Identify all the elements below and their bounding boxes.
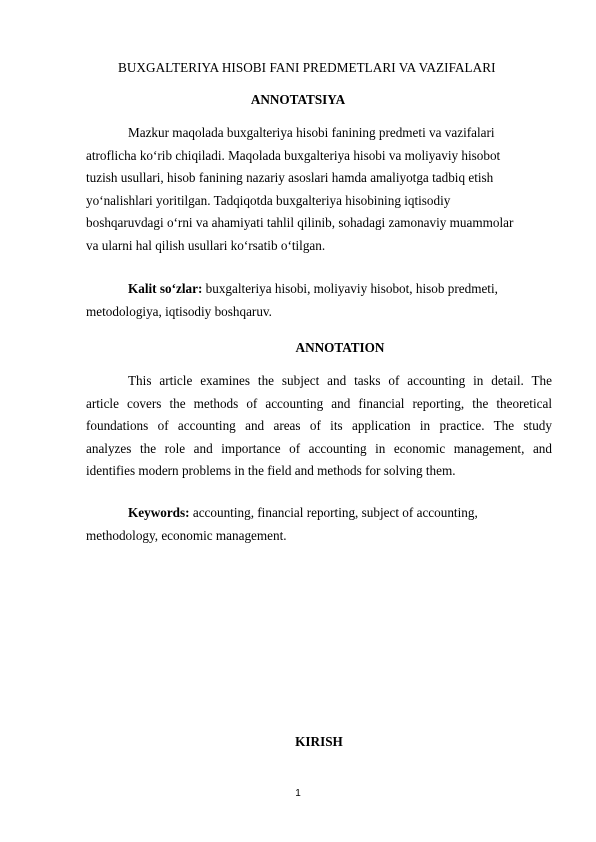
kalit-sozlar-text: buxgalteriya hisobi, moliyaviy hisobot, hisob predmeti,: [202, 281, 498, 296]
keywords-line: [86, 502, 552, 525]
annotatsiya-line: atroflicha koʻrib chiqiladi. Maqolada buxgalteriya hisobi va moliyaviy hisobot: [86, 147, 501, 163]
annotatsiya-line: Mazkur maqolada buxgalteriya hisobi fanining predmeti va vazifalari: [128, 125, 495, 140]
keywords-label: Keywords:: [128, 505, 190, 520]
keywords-text: accounting, financial reporting, subject of accounting,: [189, 505, 478, 520]
kirish-heading: KIRISH: [295, 734, 343, 749]
annotation-line: article covers the methods of accounting and financial reporting, the theoretical: [86, 395, 552, 411]
annotatsiya-line: yoʻnalishlari yoritilgan. Tadqiqotda buxgalteriya hisobining iqtisodiy: [86, 192, 451, 208]
page-number: 1: [295, 788, 301, 799]
kalit-sozlar-label: Kalit soʻzlar:: [128, 281, 203, 296]
annotation-line: identifies modern problems in the field and methods for solving them.: [86, 463, 456, 478]
annotatsiya-line: tuzish usullari, hisob fanining nazariy asoslari hamda amaliyotga tadbiq etish: [86, 170, 494, 185]
annotation-paragraph: [86, 370, 552, 483]
kalit-sozlar-line: metodologiya, iqtisodiy boshqaruv.: [86, 303, 272, 319]
keywords-paragraph: [86, 502, 552, 547]
annotation-line: foundations of accounting and areas of its application in practice. The study: [86, 418, 552, 433]
kalit-sozlar-paragraph: [86, 278, 552, 323]
keywords-line: methodology, economic management.: [86, 527, 287, 543]
annotatsiya-heading: ANNOTATSIYA: [250, 92, 346, 107]
annotation-line: This article examines the subject and tasks of accounting in detail. The: [128, 373, 552, 388]
document-title: BUXGALTERIYA HISOBI FANI PREDMETLARI VA VAZIFALARI: [118, 60, 496, 75]
kalit-sozlar-line: [86, 278, 552, 301]
annotatsiya-line: va ularni hal qilish usullari koʻrsatib oʻtilgan.: [86, 237, 326, 253]
annotation-line: analyzes the role and importance of accounting in economic management, and: [86, 440, 552, 456]
annotatsiya-paragraph: [86, 122, 552, 257]
annotation-heading: ANNOTATION: [295, 340, 385, 355]
annotatsiya-line: boshqaruvdagi oʻrni va ahamiyati tahlil qilinib, sohadagi zamonaviy muammolar: [86, 215, 514, 230]
